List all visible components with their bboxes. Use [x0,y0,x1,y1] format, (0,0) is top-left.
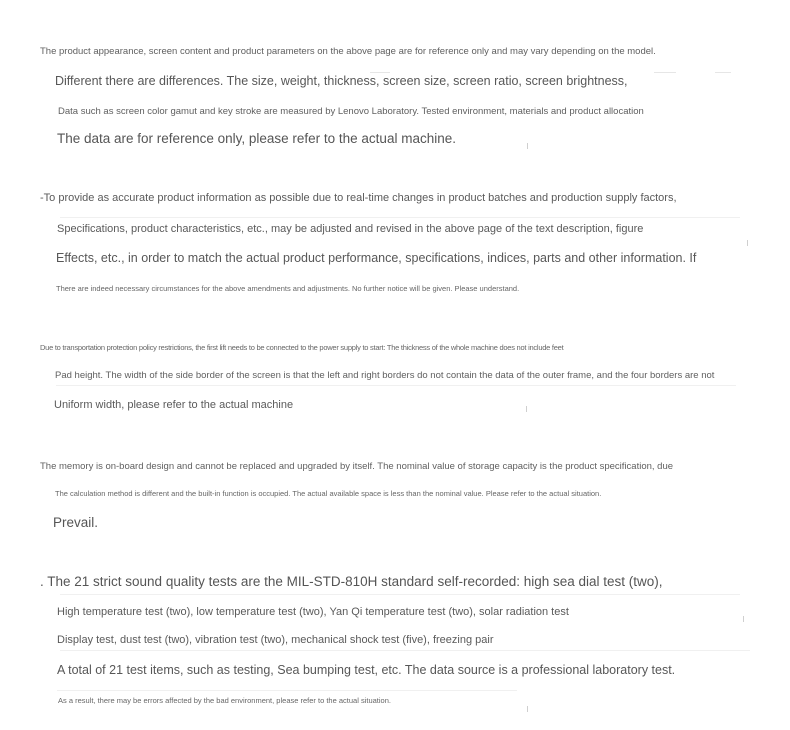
text-line: . The 21 strict sound quality tests are the MIL-STD-810H standard self-recorded: high sea dial test (two), [40,574,663,589]
artifact-stroke [654,72,676,73]
artifact-stroke [370,72,390,73]
artifact-stroke [60,217,740,218]
artifact-stroke [57,690,517,691]
text-line: The product appearance, screen content and product parameters on the above page are for reference only and may vary depending on the model. [40,46,656,57]
artifact-tick [747,240,748,246]
text-line: High temperature test (two), low temperature test (two), Yan Qi temperature test (two), solar radiation test [57,606,569,618]
text-line: Prevail. [53,515,99,530]
text-line: Data such as screen color gamut and key stroke are measured by Lenovo Laboratory. Tested environment, materials and product allocation [58,106,644,117]
artifact-stroke [56,385,736,386]
text-line: A total of 21 test items, such as testing, Sea bumping test, etc. The data source is a professional laboratory test. [57,663,676,677]
text-line: The data are for reference only, please refer to the actual machine. [57,131,456,146]
text-line: As a result, there may be errors affected by the bad environment, please refer to the actual situation. [58,696,391,705]
text-line: The memory is on-board design and cannot be replaced and upgraded by itself. The nominal value of storage capacity is the product specification, due [40,461,674,472]
text-line: Due to transportation protection policy restrictions, the first lift needs to be connected to the power supply to start: The thickness of the whole machine does not include feet [40,343,564,352]
text-line: Pad height. The width of the side border of the screen is that the left and right borders do not contain the data of the outer frame, and the four borders are not [55,370,715,381]
artifact-tick [527,706,528,712]
text-line: Uniform width, please refer to the actual machine [54,399,294,411]
artifact-stroke [715,72,731,73]
text-line: Specifications, product characteristics, etc., may be adjusted and revised in the above page of the text description, figure [57,223,644,235]
text-line: Effects, etc., in order to match the actual product performance, specifications, indices, parts and other information. If [56,251,697,265]
text-line: Display test, dust test (two), vibration test (two), mechanical shock test (five), freezing pair [57,634,494,646]
artifact-tick [743,616,744,622]
text-line: There are indeed necessary circumstances for the above amendments and adjustments. No further notice will be given. Please understand. [56,284,520,293]
text-line: -To provide as accurate product information as possible due to real-time changes in product batches and production supply factors, [40,192,677,204]
artifact-stroke [60,650,750,651]
artifact-tick [527,143,528,149]
text-line: Different there are differences. The size, weight, thickness, screen size, screen ratio, screen brightness, [55,74,628,88]
artifact-stroke [60,594,740,595]
artifact-tick [526,406,527,412]
text-line: The calculation method is different and the built-in function is occupied. The actual available space is less than the nominal value. Please refer to the actual situation. [55,489,602,498]
